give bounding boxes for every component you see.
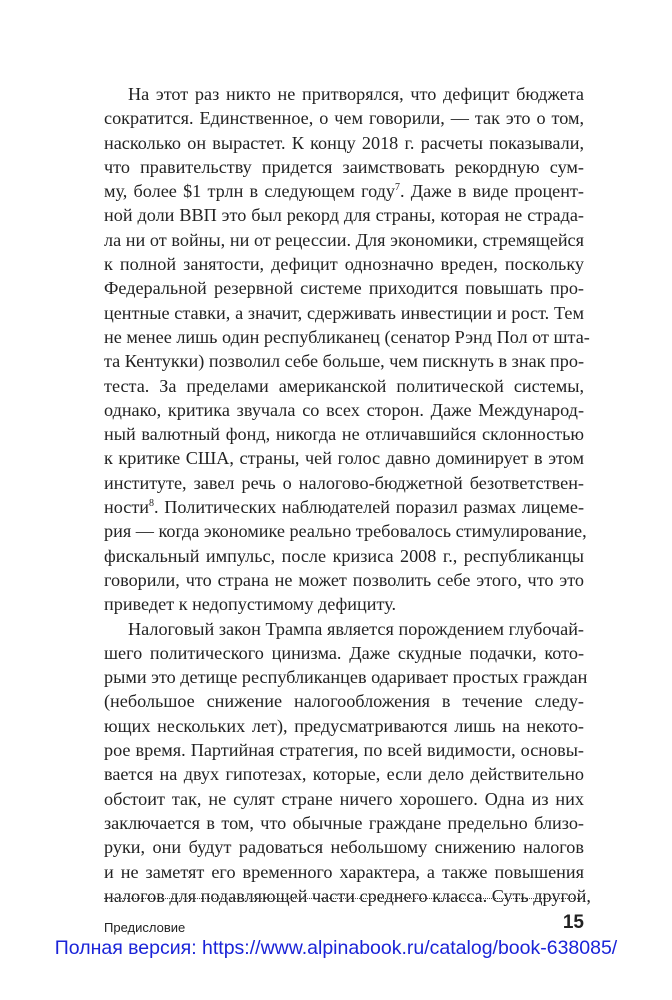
paragraph-line: институте, завел речь о налогово-бюджетной безответствен- [104,472,584,493]
paragraph-line: Федеральной резервной системе приходится повышать про- [104,278,584,299]
paragraph-line: обстоит так, не сулят стране ничего хорошего. Одна из них [104,788,584,809]
line-text: . Даже в виде процент- [400,181,584,202]
paragraph-line: к критике США, страны, чей голос давно доминирует в этом [104,448,584,469]
paragraph-line: (небольшое снижение налогообложения в течение следу- [104,691,584,712]
paragraph-line: фискальный импульс, после кризиса 2008 г., республиканцы [104,545,584,566]
footnote-marker[interactable]: 8 [149,497,155,509]
paragraph-line: На этот раз никто не притворялся, что дефицит бюджета [128,84,584,104]
paragraph-line: не менее лишь один республиканец (сенатор Рэнд Пол от шта- [104,326,590,347]
paragraph-line: что правительству придется заимствовать рекордную сум- [104,156,584,177]
line-text: ности [104,497,150,518]
paragraph-line: вается на двух гипотезах, которые, если дело действительно [104,764,584,785]
paragraph-line: заключается в том, что обычные граждане предельно близо- [104,812,584,833]
paragraph-line: однако, критика звучала со всех сторон. Даже Международ- [104,399,584,420]
paragraph-line: ла ни от войны, ни от рецессии. Для экономики, стремящейся [104,229,584,250]
footnote-marker[interactable]: 7 [395,182,400,194]
page-number: 15 [562,912,584,933]
paragraph-line: к полной занятости, дефицит однозначно вреден, поскольку [104,254,584,275]
paragraph-line: теста. За пределами американской политической системы, [104,375,584,396]
paragraph-line-with-footnote [104,179,584,203]
footer-dotted-divider [104,898,584,899]
footer-section-label: Предисловие [104,920,186,935]
paragraph-line-with-footnote [104,495,584,519]
line-text: . Политических наблюдателей поразил размах лицеме- [154,497,584,518]
body-text [104,82,591,908]
paragraph-line: руки, они будут радоваться небольшому снижению налогов [104,837,584,858]
line-text: му, более $1 трлн в следующем году [104,181,395,202]
paragraph-line: рия — когда экономике реально требовалось стимулирование, [104,521,587,542]
paragraph-line: Налоговый закон Трампа является порождением глубочай- [128,618,584,639]
paragraph-line: налогов для подавляющей части среднего класса. Суть другой, [104,885,591,906]
paragraph-line: ный валютный фонд, никогда не отличавшийся склонностью [104,424,584,445]
paragraph-line: ной доли ВВП это был рекорд для страны, которая не страда- [104,205,584,226]
paragraph-line: говорили, что страна не может позволить себе этого, что это [104,569,584,590]
paragraph-line: рое время. Партийная стратегия, по всей видимости, основы- [104,740,584,761]
full-version-link[interactable]: Полная версия: https://www.alpinabook.ru/catalog/book-638085/ [54,937,618,959]
paragraph-line: та Кентукки) позволил себе больше, чем пискнуть в знак про- [104,351,585,372]
paragraph-line: шего политического цинизма. Даже скудные подачки, кото- [104,642,584,663]
paragraph-line: ющих нескольких лет), предусматриваются лишь на некото- [104,715,584,736]
paragraph-line: приведет к недопустимому дефициту. [104,594,397,615]
paragraph-line: и не заметят его временного характера, а также повышения [104,861,584,882]
paragraph-line: центные ставки, а значит, сдерживать инвестиции и рост. Тем [104,302,584,323]
paragraph-line: сократится. Единственное, о чем говорили, — так это о том, [104,108,584,129]
paragraph-line: рыми это детище республиканцев одаривает простых граждан [104,667,588,688]
paragraph-line: насколько он вырастет. К концу 2018 г. расчеты показывали, [104,132,584,153]
